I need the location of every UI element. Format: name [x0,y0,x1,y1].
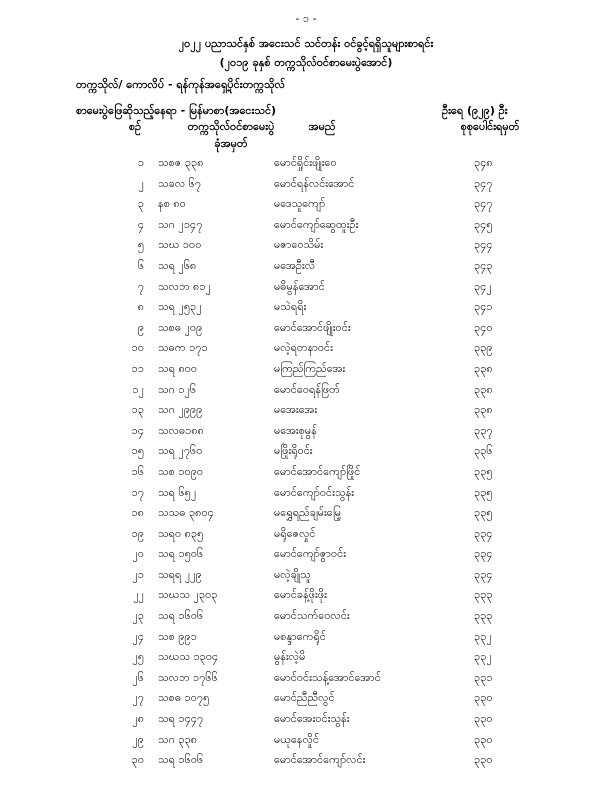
table-row [0,545,612,566]
student-name: မောင်အောင်ကျော်ဖြိုင် [274,464,361,478]
total-marks: ၃၃၈ [474,382,493,396]
roll-number: သခလ ၆၇ [158,176,202,190]
row-number: ၅ [137,238,144,252]
row-number: ၉ [137,320,144,334]
roll-number: သဃသ ၂၃၀၃ [158,588,218,602]
total-marks: ၃၃၄ [474,567,493,581]
roll-number: သရ ၁၅၀၆ [158,547,204,561]
roll-number: သစ ၉၉၁ [158,629,197,643]
total-marks: ၃၄၇ [474,197,493,211]
student-name: မောင်အေးဝင်းသွန်း [274,712,350,726]
row-number: ၄ [137,217,144,231]
table-row [0,154,612,175]
row-number: ၁၈ [131,506,144,520]
row-number: ၂၂ [133,588,144,602]
total-count-label: ဦးရေ (၉၂၉) ဦး [442,104,508,117]
student-name: မသဲရရိး [274,300,307,314]
page-number: - ၁ - [295,12,317,25]
student-name: မရွှေရည်ချမ်းမြေ့ [274,506,342,520]
table-row [0,360,612,381]
student-name: မစန္ဒာကေရိုင် [274,629,326,643]
roll-number: သရ ၁၆၀၆ [158,753,204,767]
total-marks: ၃၃၆ [474,444,493,458]
total-marks: ၃၃၂ [474,650,492,664]
total-marks: ၃၃၀ [474,691,493,705]
document-subtitle: (၂၀၁၉ ခုနှစ် တက္ကသိုလ်ဝင်စာမေးပွဲအောင်) [219,56,393,69]
total-marks: ၃၃၉ [474,341,493,355]
row-number: ၇ [137,279,144,293]
student-name: မလဲ့ချိုသူ [274,567,311,581]
student-name: မအေးစုမွန် [274,423,317,437]
total-marks: ၃၃၀ [474,712,493,726]
row-number: ၃ [137,197,144,211]
roll-number: သလဓ၁၈၈ [158,423,204,437]
table-row [0,298,612,319]
student-name: မောင်ဝေရန်ဖြတ် [274,382,340,396]
table-row [0,586,612,607]
table-row [0,442,612,463]
table-row [0,566,612,587]
student-name: မဖြိုးရိုဝင်း [274,444,313,458]
roll-number: သရရ ၂၂၉ [158,567,202,581]
student-name: မွန်းလဲ့မိ [274,650,306,664]
table-row [0,484,612,505]
table-row [0,195,612,216]
table-row [0,381,612,402]
roll-number: သရ ၂၆၈ [158,258,197,272]
total-marks: ၃၄၀ [474,320,493,334]
table-row [0,463,612,484]
total-marks: ၃၃၀ [474,732,493,746]
column-header-total-marks: စုစုပေါင်းရမှတ် [460,120,520,133]
roll-number: သဂ ၁၂၆ [158,382,197,396]
row-number: ၁၄ [131,423,144,437]
roll-number: သရ ၁၆၀၆ [158,609,204,623]
document-title: ၂၀၂၂ ပညာသင်နှစ် အငေးသင် သင်တန်း ဝင်ခွင့်ရရှိသူများစာရင်း [178,37,434,50]
row-number: ၁၃ [131,403,144,417]
total-marks: ၃၃၅ [474,464,493,478]
total-marks: ၃၄၃ [474,258,493,272]
row-number: ၁၅ [131,444,144,458]
student-name: မောင်ဝင်းသန့်အောင်အောင် [274,670,381,684]
row-number: ၁ [137,156,144,169]
column-header-name: အမည် [308,120,336,133]
total-marks: ၃၃၈ [474,403,493,417]
row-number: ၂၀ [132,547,144,561]
total-marks: ၃၄၂ [474,279,492,293]
roll-number: သဂ ၂၁၄၇ [158,217,203,231]
roll-number: သဓက ၁၇၁ [158,341,208,355]
student-name: မအေးအေး [274,403,318,417]
row-number: ၂၆ [132,670,144,684]
roll-number: သစဓ ၂၀၉ [158,320,203,334]
row-number: ၂၈ [132,712,144,726]
roll-number: နစ ၈၀ [158,197,186,211]
total-marks: ၃၄၈ [474,156,493,169]
student-name: မဒေသူကျော် [274,197,326,211]
table-row [0,339,612,360]
roll-number: သရ ၈၀၀ [158,361,198,375]
total-marks: ၃၃၅ [474,485,493,499]
total-marks: ၃၃၇ [474,423,493,437]
student-name: မောင်ကျော်ဇွာဝင်း [274,547,347,561]
roll-number: သရ ၂၅၃၂ [158,300,202,314]
row-number: ၃၀ [131,753,144,767]
student-name: မောင်ကျော်ဝင်းသွန်း [274,485,355,499]
row-number: ၂၉ [132,732,144,746]
table-row [0,525,612,546]
table-row [0,236,612,257]
student-name: မလဲ့ရတနာဝင်း [274,341,333,355]
university-label: တက္ကသိုလ်/ ကောလိပ် - ရန်ကုန်အရှေ့ပိုင်းတက္ကသိုလ် [76,78,285,91]
roll-number: သရ ၁၄၄၇ [158,712,204,726]
row-number: ၂၃ [132,609,144,623]
row-number: ၂၁ [132,567,144,581]
table-row [0,216,612,237]
total-marks: ၃၃၀ [474,753,493,767]
student-name: မောင်ရှိုင်းဖျိုးဝေ [274,156,337,169]
student-name: မောင်အောင်ဖျိုးဝင်း [274,320,351,334]
table-row [0,257,612,278]
roll-number: သဂ ၃၃၈ [158,732,198,746]
row-number: ၁၉ [131,526,144,540]
roll-number: သစဓ ၁၀၇၅ [158,691,210,705]
row-number: ၆ [137,258,144,272]
roll-number: သဃ ၁၀၀ [158,238,202,252]
total-marks: ၃၃၄ [474,547,493,561]
table-row [0,710,612,731]
roll-number: သလဘ ၁၇၆၆ [158,670,218,684]
row-number: ၂၅ [132,650,144,664]
row-number: ၁၇ [131,485,144,499]
row-number: ၁၀ [131,341,144,355]
student-name: မဇာဝေသိမ်း [274,238,324,252]
table-row [0,175,612,196]
student-name: မရိုဇေလှုင် [274,526,316,540]
student-name: မကြည်ကြည်အေး [274,361,346,375]
roll-number: သဂ ၂၉၉၉ [158,403,203,417]
student-name: မအေဦးလီ [274,258,316,272]
total-marks: ၃၃၃ [474,609,493,623]
table-row [0,628,612,649]
roll-number: သစ ၁၀၉၀ [158,464,204,478]
column-header-roll: တက္ကသိုလ်ဝင်စာမေးပွဲ ခုံအမှတ် [187,120,275,150]
total-marks: ၃၄၁ [474,300,493,314]
roll-number: သလဘ ၈၁၂ [158,279,211,293]
roll-number: သစဇ ၃၃၈ [158,156,204,169]
table-row [0,607,612,628]
table-row [0,319,612,340]
total-marks: ၃၃၈ [474,361,493,375]
total-marks: ၃၃၃ [474,588,493,602]
roll-number: သရ၀ ၈၃၅ [158,526,204,540]
table-row [0,422,612,443]
total-marks: ၃၄၇ [474,176,493,190]
table-row [0,401,612,422]
row-number: ၈ [137,300,144,314]
roll-number: သရ ၂၇၆၀ [158,444,203,458]
row-number: ၂၄ [132,629,144,643]
table-row [0,504,612,525]
total-marks: ၃၃၅ [474,506,493,520]
total-marks: ၃၄၄ [474,238,493,252]
total-marks: ၃၃၁ [474,670,493,684]
total-marks: ၃၄၅ [474,217,493,231]
roll-number: သဃသ ၁၃၀၄ [158,650,219,664]
row-number: ၂၇ [132,691,144,705]
roll-number: သသဓ ၃၈၀၄ [158,506,214,520]
results-table [0,154,612,772]
student-name: မောင်ခန့်ဖိုးဖိုး [274,588,327,602]
row-number: ၁၁ [131,361,144,375]
row-number: ၁၂ [132,382,144,396]
table-row [0,669,612,690]
roll-number: သရ ၆၅၂ [158,485,197,499]
exam-center-label: စာမေးပွဲဖြေဆိုသည့်နေရာ - မြန်မာစာ(အငေးသင်) [76,104,277,117]
row-number: ၁၆ [131,464,144,478]
student-name: မောင်ညီညီလွင် [274,691,335,705]
student-name: မောင်အောင်ကျော်လင်း [274,753,366,767]
student-name: မောင်ကျော်ဆွေထူးဦး [274,217,359,231]
table-row [0,648,612,669]
table-row [0,689,612,710]
student-name: မယုနေလှိုင် [274,732,320,746]
table-row [0,278,612,299]
total-marks: ၃၃၂ [474,629,492,643]
table-row [0,731,612,752]
row-number: ၂ [138,176,144,190]
student-name: မောင်ရန်လင်းအောင် [274,176,355,190]
student-name: မောင်သက်ဝေလင်း [274,609,350,623]
column-header-no: စဉ် [128,120,142,133]
student-name: မဓိမွန်အောင် [274,279,325,293]
total-marks: ၃၃၄ [474,526,493,540]
table-row [0,751,612,772]
